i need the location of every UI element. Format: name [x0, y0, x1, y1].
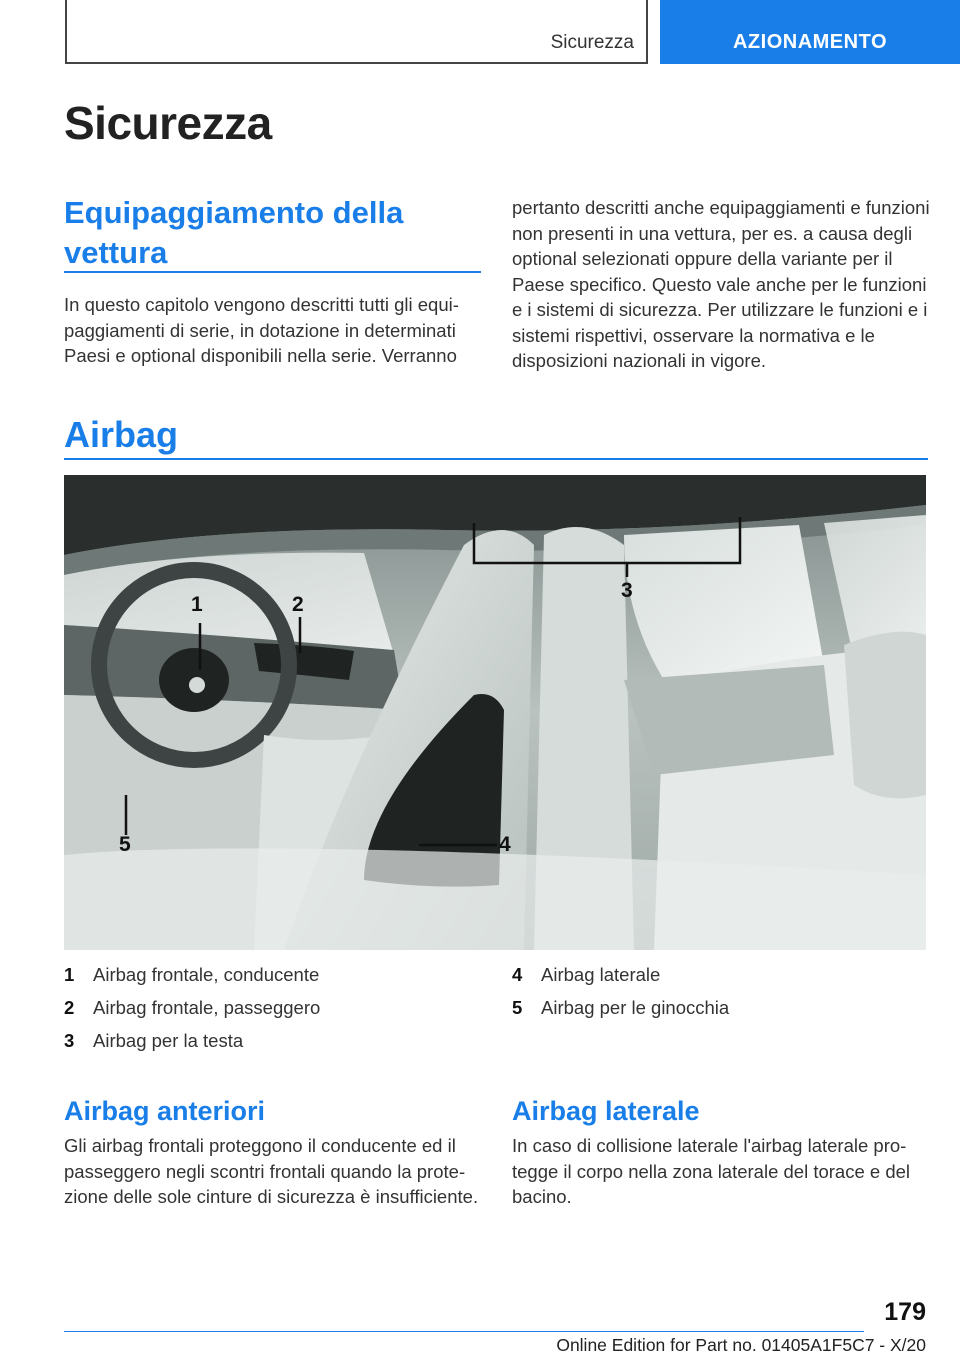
- legend-number: 1: [64, 964, 75, 985]
- figure-label-4: 4: [499, 833, 511, 856]
- legend-number: 4: [512, 964, 523, 985]
- header-chapter-tab: [660, 0, 960, 64]
- legend-text: Airbag laterale: [541, 964, 661, 985]
- front-airbags-text: Gli airbag frontali proteggono il conducente ed il passeggero negli scontri frontali quando la protezione delle sole cinture di sicurezza è insufficiente.: [64, 1135, 479, 1207]
- legend-number: 3: [64, 1030, 75, 1051]
- legend-text: Airbag frontale, conducente: [93, 964, 320, 985]
- page-number: 179: [884, 1298, 926, 1326]
- legend-item: [512, 991, 932, 1024]
- legend-item: [64, 958, 484, 991]
- legend-text: Airbag per le ginocchia: [541, 997, 730, 1018]
- car-interior-illustration: [64, 475, 926, 950]
- legend-text: Airbag frontale, passeggero: [93, 997, 321, 1018]
- legend-item: [64, 1024, 484, 1057]
- legend-text: Airbag per la testa: [93, 1030, 244, 1051]
- header-section-tab: [65, 0, 648, 64]
- legend-item: [512, 958, 932, 991]
- figure-label-1: 1: [191, 593, 203, 616]
- legend-right: [512, 958, 932, 1024]
- legend-item: [64, 991, 484, 1024]
- intro-text-left: In questo capitolo vengono descritti tutti gli equipaggiamenti di serie, in dotazione in determinati Paesi e optional disponibili nella serie. Verranno: [64, 294, 459, 366]
- figure-label-3: 3: [621, 579, 633, 602]
- side-airbag-text: In caso di collisione laterale l'airbag laterale protegge il corpo nella zona laterale del torace e del bacino.: [512, 1135, 911, 1207]
- airbag-figure: [64, 475, 926, 950]
- header-section-label: Sicurezza: [550, 32, 634, 53]
- figure-label-2: 2: [292, 593, 304, 616]
- legend-left: [64, 958, 484, 1057]
- page-title: Sicurezza: [64, 97, 272, 149]
- footer-edition: Online Edition for Part no. 01405A1F5C7 - X/20: [556, 1335, 926, 1355]
- airbag-title: Airbag: [64, 414, 179, 455]
- figure-label-5: 5: [119, 833, 131, 856]
- header-chapter-label: AZIONAMENTO: [732, 31, 887, 53]
- legend-number: 2: [64, 997, 75, 1018]
- section-title: Equipaggiamento della vettura: [64, 195, 404, 270]
- intro-text-right: pertanto descritti anche equipaggiamenti e funzioni non presenti in una vettura, per es. a causa degli optional selezionati oppure della variante per il Paese specifico. Questo vale anche per le funzioni e i sistemi di sicurezza. Per utilizzare le funzioni e i sistemi rispettivi, osservare la normativa e le disposizioni nazionali in vigore.: [512, 197, 930, 371]
- section-divider: [64, 271, 481, 273]
- footer-divider: [64, 1331, 864, 1332]
- side-airbag-title: Airbag laterale: [512, 1096, 700, 1126]
- airbag-divider: [64, 458, 928, 460]
- legend-number: 5: [512, 997, 523, 1018]
- front-airbags-title: Airbag anteriori: [64, 1096, 266, 1126]
